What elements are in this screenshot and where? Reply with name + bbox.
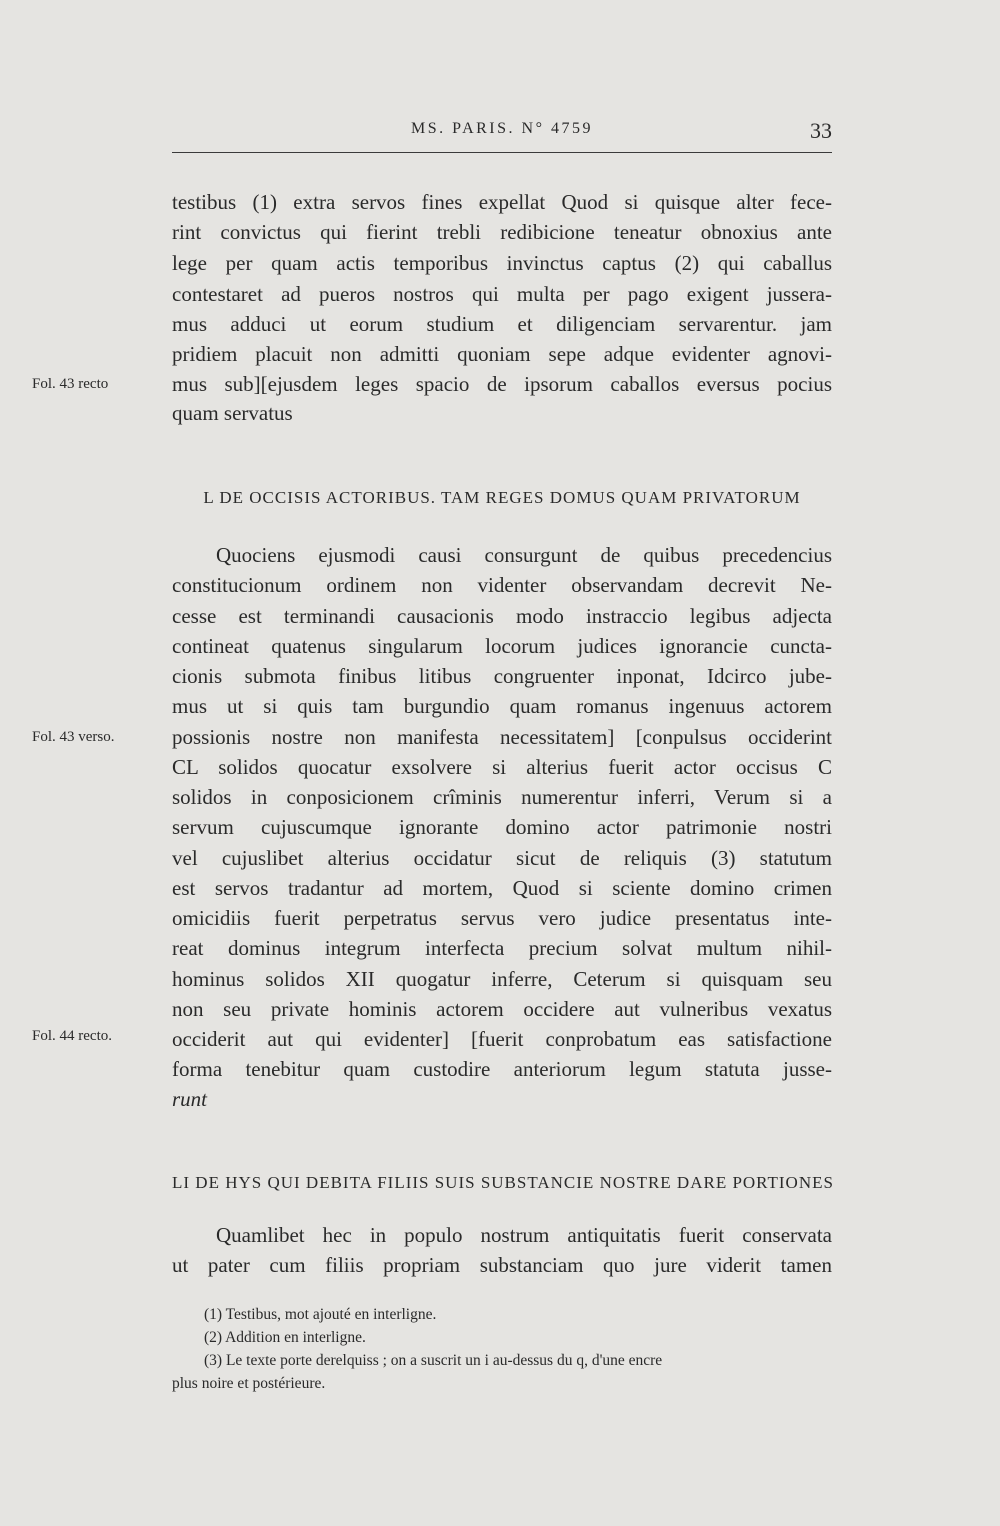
text-line: CL solidos quocatur exsolvere si alterius fuerit actor occisus C [172,755,832,779]
text-line: est servos tradantur ad mortem, Quod si sciente domino crimen [172,876,832,900]
text-line: non seu private hominis actorem occidere aut vulneribus vexatus [172,997,832,1021]
text-line: solidos in conposicionem crîminis numerentur inferri, Verum si a [172,785,832,809]
text-line: mus sub][ejusdem leges spacio de ipsorum caballos eversus pocius [172,372,832,396]
text-line: quam servatus [172,401,293,425]
text-line: hominus solidos XII quogatur inferre, Ceterum si quisquam seu [172,967,832,991]
text-line: Quociens ejusmodi causi consurgunt de quibus precedencius [216,543,832,567]
text-line: mus ut si quis tam burgundio quam romanus ingenuus actorem [172,694,832,718]
footnote: (1) Testibus, mot ajouté en interligne. [204,1306,437,1323]
text-line: possionis nostre non manifesta necessitatem] [conpulsus occiderint [172,725,832,749]
page-header [172,118,832,153]
text-line: cionis submota finibus litibus congruenter inponat, Idcirco jube- [172,664,832,688]
text-line: reat dominus integrum interfecta precium solvat multum nihil- [172,936,832,960]
folio-note: Fol. 43 recto [32,376,109,392]
page-number: 33 [810,118,832,143]
text-line: lege per quam actis temporibus invinctus captus (2) qui caballus [172,251,832,275]
text-line: Quamlibet hec in populo nostrum antiquitatis fuerit conservata [216,1223,832,1247]
text-line: pridiem placuit non admitti quoniam sepe adque evidenter agnovi- [172,342,832,366]
folio-note: Fol. 43 verso. [32,729,115,745]
text-line: mus adduci ut eorum studium et diligenciam servarentur. jam [172,312,832,336]
text-line: occiderit aut qui evidenter] [fuerit conprobatum eas satisfactione [172,1027,832,1051]
text-line: rint convictus qui fierint trebli redibicione teneatur obnoxius ante [172,220,832,244]
text-line: contestaret ad pueros nostros qui multa per pago exigent jussera- [172,282,832,306]
text-line: contineat quatenus singularum locorum judices ignorancie cuncta- [172,634,832,658]
section-heading: LI DE HYS QUI DEBITA FILIIS SUIS SUBSTANCIE NOSTRE DARE PORTIONES [172,1173,834,1192]
footnote: (2) Addition en interligne. [204,1329,366,1346]
footnote: (3) Le texte porte derelquiss ; on a suscrit un i au-dessus du q, d'une encre [204,1352,663,1369]
text-line: vel cujuslibet alterius occidatur sicut de reliquis (3) statutum [172,846,832,870]
section-heading: L DE OCCISIS ACTORIBUS. TAM REGES DOMUS QUAM PRIVATORUM [203,488,801,507]
running-title: MS. PARIS. N° 4759 [411,120,593,137]
text-line: omicidiis fuerit perpetratus servus vero judice presentatus inte- [172,906,832,930]
text-line: servum cujuscumque ignorante domino actor patrimonie nostri [172,815,832,839]
footnote: plus noire et postérieure. [172,1375,326,1392]
text-line: testibus (1) extra servos fines expellat Quod si quisque alter fece- [172,190,832,214]
folio-note: Fol. 44 recto. [32,1028,112,1044]
text-line: runt [172,1087,208,1111]
text-line: forma tenebitur quam custodire anteriorum legum statuta jusse- [172,1057,832,1081]
text-line: ut pater cum filiis propriam substanciam quo jure viderit tamen [172,1253,832,1277]
text-line: cesse est terminandi causacionis modo instraccio legibus adjecta [172,604,832,628]
text-line: constitucionum ordinem non videnter observandam decrevit Ne- [172,573,832,597]
